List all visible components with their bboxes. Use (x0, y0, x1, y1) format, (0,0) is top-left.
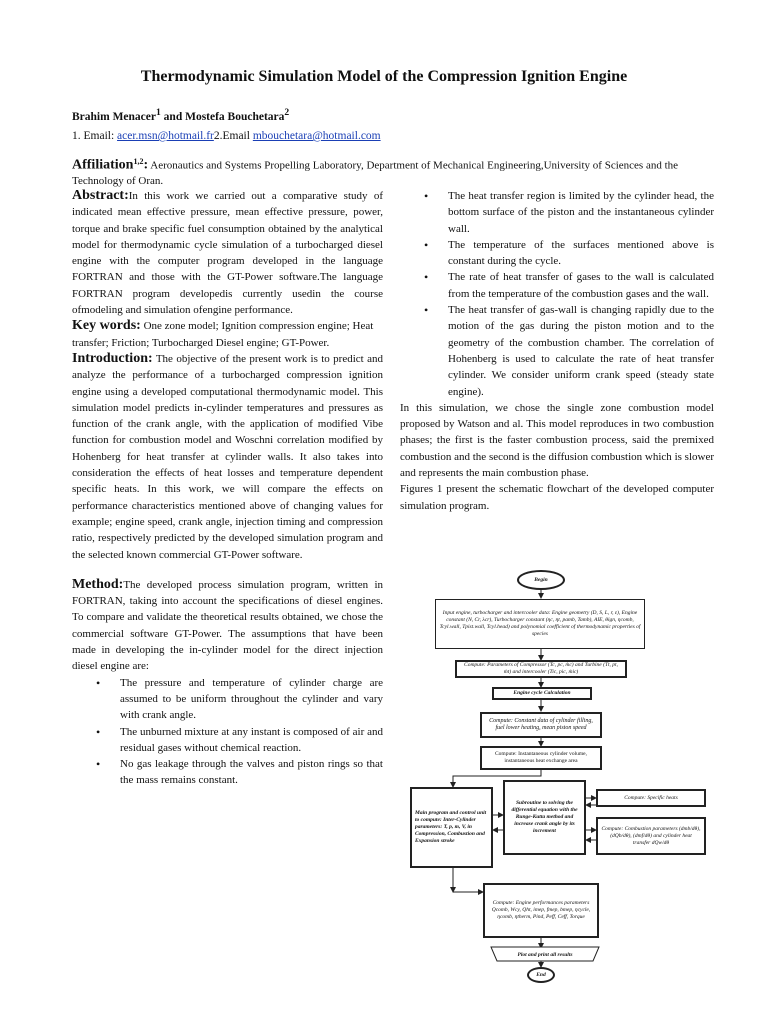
introduction (72, 351, 383, 563)
flowchart-plot-results: Plot and print all results (517, 952, 573, 958)
assumptions-list-left (72, 675, 383, 789)
abstract-text: In this work we carried out a comparative study of indicated mean effective pressure, mean effective pressure, power, torque and brake specific fuel consumption obtained by the analytical model for thermodynamic cycle simulation of a turbocharged diesel engine with the computer program developed in the language FORTRAN and those with the GT-Power software.The language FORTRAN program developedis currently usedin the course ofmodeling and simulation ofengine performance. (72, 190, 383, 317)
affiliation (72, 154, 702, 189)
abstract-heading: Abstract: (72, 188, 129, 203)
authors (72, 107, 289, 123)
list-item: • The temperature of the surfaces mentioned above is constant during the cycle. (400, 237, 714, 270)
email-1-link[interactable]: acer.msn@hotmail.fr (117, 130, 214, 142)
list-item: • The rate of heat transfer of gases to the wall is calculated from the temperature of the combustion gases and the wall. (400, 269, 714, 302)
flowchart-combustion-params: Compute: Combustion parameters (dmb/dθ), (dQb/dθ), (dmf/dθ) and cylinder heat transfer dQw/dθ (596, 817, 706, 855)
affiliation-label: Affiliation (72, 157, 134, 173)
abstract (72, 188, 383, 318)
method (72, 577, 383, 675)
method-text: The developed process simulation program, written in FORTRAN, taking into account the specifications of diesel engines. To compare and validate the theoretical results obtained, we chose the commercial software GT-Power. The assumptions that have been made in developing the in-cylinder model for the direct injection diesel engine are: (72, 578, 383, 673)
paragraph-single-zone: In this simulation, we chose the single zone combustion model proposed by Watson and al. This model reproduces in two combustion phases; the first is the faster combustion process, said the premixed combustion and the second is the diffusion combustion which is slower and represents the main combustion phase. (400, 401, 714, 480)
email-1-label: 1. Email: (72, 130, 118, 142)
flowchart-compute-volume: Compute: Instantaneous cylinder volume, instantaneous heat exchange area (480, 746, 602, 770)
author-2: Mostefa Bouchetara (185, 110, 285, 123)
emails (72, 130, 381, 142)
keywords-heading: Key words: (72, 318, 141, 334)
flowchart-main-program: Main program and control unit to compute: Inter-Cylinder parameters: T, p, m, V, in Compression, Combustion and Expansion stroke (410, 787, 493, 868)
right-column (400, 188, 714, 514)
assumptions-list-right (400, 188, 714, 400)
flowchart-end: End (527, 967, 555, 983)
email-2-link[interactable]: mbouchetara@hotmail.com (252, 130, 381, 142)
list-item: • The unburned mixture at any instant is composed of air and residual gases without chemical reaction. (72, 724, 383, 757)
email-2-label: 2.Email (213, 130, 253, 142)
paper-title: Thermodynamic Simulation Model of the Compression Ignition Engine (140, 68, 628, 85)
left-column (72, 188, 383, 789)
list-item: • The heat transfer region is limited by the cylinder head, the bottom surface of the piston and the instantaneous cylinder wall. (400, 188, 714, 237)
method-heading: Method: (72, 576, 124, 592)
flowchart-engine-performances: Compute: Engine performances parameters Qcomb, Wcy, Qht, imep, fmep, bmep, ηcycle, ηcomb, ηtherm, Pind, Peff, Ceff, Torque (483, 883, 599, 938)
list-item: • No gas leakage through the valves and piston rings so that the mass remains constant. (72, 756, 383, 789)
author-1: Brahim Menacer (72, 110, 156, 123)
introduction-text: The objective of the present work is to predict and analyze the performance of a turbocharged compression ignition engine using a developed computational thermodynamic model. This simulation model predicts in-cylinder temperatures and pressures as function of the crank angle, with the application of modified Vibe function for combustion model and Woschni correlation modified by Hohenberg for heat transfer at cylinder walls. It also takes into consideration the effects of heat losses and temperature dependent specific heats. In this work, we will compare the effects on performance characteristics mentioned above of changing values for example; engine speed, crank angle, injection timing and compression ratio, respectively predicted by the developed simulation program and the selected known commercial GT-Power software. (72, 352, 383, 561)
paragraph-figure-ref: Figures 1 present the schematic flowchart of the developed computer simulation program. (400, 483, 714, 512)
affiliation-sup: 1,2 (133, 157, 144, 166)
flowchart-specific-heats: Compute: Specific heats (596, 789, 706, 807)
list-item: • The pressure and temperature of cylinder charge are assumed to be uniform throughout the cylinder and vary with crank angle. (72, 675, 383, 724)
author-1-sup: 1 (156, 107, 161, 118)
authors-and: and (160, 110, 186, 123)
affiliation-text: Aeronautics and Systems Propelling Laboratory, Department of Mechanical Engineering,University of Sciences and the Technology of Oran. (72, 159, 679, 187)
flowchart-compute-constants: Compute: Constant data of cylinder filling, fuel lower heating, mean piston speed (480, 712, 602, 738)
affiliation-colon: : (143, 157, 149, 173)
flowchart (403, 565, 716, 985)
keywords (72, 318, 383, 351)
flowchart-compute-compressor: Compute: Parameters of Compressor (Tc, pc, ṁc) and Turbine (Tt, pt, ṁt) and intercooler (Tic, pic, ṁic) (455, 660, 627, 678)
introduction-heading: Introduction: (72, 350, 153, 366)
list-item: • The heat transfer of gas-wall is changing rapidly due to the motion of the gas during the piston motion and to the geometry of the combustion chamber. The correlation of Hohenberg is used to calculate the rate of heat transfer cylinder. We consider uniform crank speed (steady state engine). (400, 302, 714, 400)
keywords-text: One zone model; Ignition compression engine; Heat transfer; Friction; Turbocharged Diesel engine; GT-Power. (72, 320, 374, 349)
flowchart-begin: Begin (517, 570, 565, 590)
flowchart-input-data: Input engine, turbocharger and intercooler data: Engine geometry (D, S, L, r, ε), Engine constant (N, Cr, λcr), Turbocharger constant (ηc, ηt, pamb, Tamb), AIE, θign, ηcomb, Tcyl.wall, Tpist.wall, Tcyl.head) and polynomial coefficient of thermodynamic properties of species (435, 599, 645, 649)
flowchart-subroutine: Subroutine to solving the differential equation with the Runge-Kutta method and increase crank angle by its increment (503, 780, 586, 855)
flowchart-engine-cycle: Engine cycle Calculation (492, 687, 592, 700)
author-2-sup: 2 (284, 107, 290, 118)
